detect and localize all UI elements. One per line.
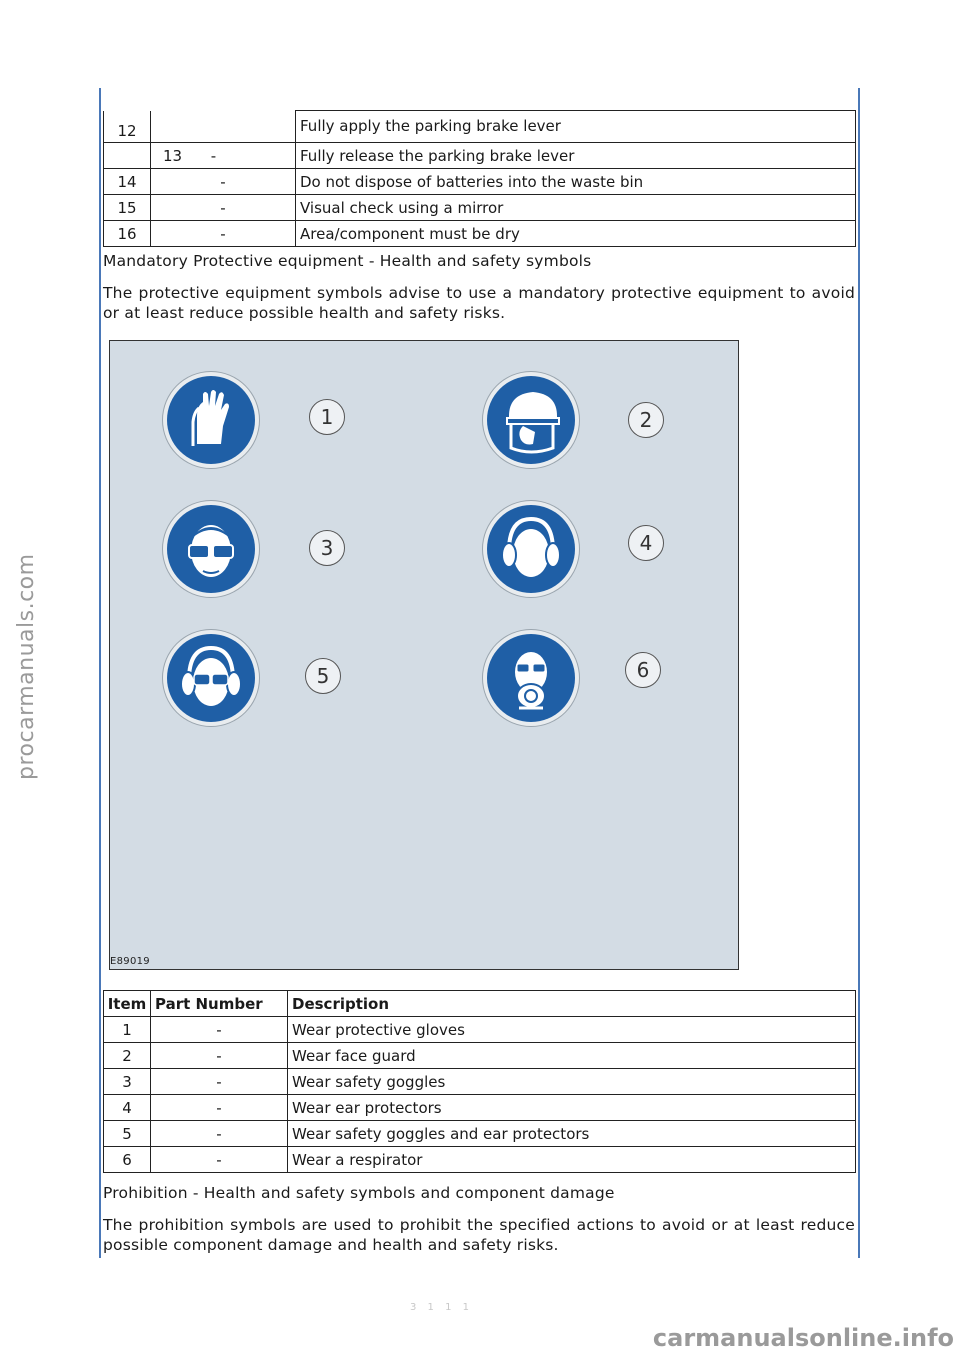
description-cell: Wear safety goggles and ear protectors [288,1121,856,1147]
table-row [104,1095,856,1121]
table-row [104,1043,856,1069]
part-cell: - [151,1147,288,1173]
description-cell: Fully apply the parking brake lever [296,111,856,143]
description-cell: Wear safety goggles [288,1069,856,1095]
part-cell: - [151,169,296,195]
part-cell: - [151,195,296,221]
callout-4: 4 [628,525,664,561]
figure-code: E89019 [110,956,150,967]
table-row [104,1017,856,1043]
callout-5: 5 [305,658,341,694]
section-heading-mandatory: Mandatory Protective equipment - Health and safety symbols [103,252,592,270]
item-cell: 3 [104,1069,151,1095]
part-cell: - [151,1121,288,1147]
header-part-number: Part Number [151,991,288,1017]
right-margin-rule [858,88,860,1258]
description-cell: Wear face guard [288,1043,856,1069]
header-item: Item [104,991,151,1017]
item-cell: 6 [104,1147,151,1173]
callout-1: 1 [309,399,345,435]
page-number: 3 1 1 1 [410,1302,473,1313]
part-cell: - [151,1017,288,1043]
part-cell [151,111,296,143]
table-row [104,143,856,169]
callout-2: 2 [628,402,664,438]
goggles-and-ear-protectors-icon [167,634,255,722]
item-cell: 15 [104,195,151,221]
gloves-icon [167,376,255,464]
part-cell: - [151,1069,288,1095]
item-cell: 5 [104,1121,151,1147]
ear-protectors-icon [487,505,575,593]
part-cell: - [151,1095,288,1121]
item-cell: 16 [104,221,151,247]
part-cell: - [151,1043,288,1069]
safety-goggles-icon [167,505,255,593]
callout-6: 6 [625,652,661,688]
section-body-prohibition: The prohibition symbols are used to prohibit the specified actions to avoid or at least reduce possible component damage and health and safety risks. [103,1216,855,1254]
table-row [104,1147,856,1173]
item-cell: 1 [104,1017,151,1043]
table-row [104,111,856,143]
item-cell: 14 [104,169,151,195]
description-cell: Visual check using a mirror [296,195,856,221]
part-cell: 13 - [151,143,296,169]
section-body-mandatory: The protective equipment symbols advise to use a mandatory protective equipment to avoid or at least reduce possible health and safety risks. [103,284,855,322]
description-cell: Area/component must be dry [296,221,856,247]
callout-3: 3 [309,530,345,566]
table-row [104,169,856,195]
item-cell: 2 [104,1043,151,1069]
table-row [104,221,856,247]
respirator-icon [487,634,575,722]
description-cell: Wear ear protectors [288,1095,856,1121]
item-cell: 4 [104,1095,151,1121]
item-cell: 12 [104,111,151,143]
table-row [104,195,856,221]
mandatory-symbols-table [103,990,856,1173]
description-cell: Wear protective gloves [288,1017,856,1043]
face-guard-icon [487,376,575,464]
description-cell: Fully release the parking brake lever [296,143,856,169]
left-margin-rule [99,88,101,1258]
table-row [104,1069,856,1095]
symbols-table-top [103,110,856,247]
description-cell: Do not dispose of batteries into the waste bin [296,169,856,195]
section-heading-prohibition: Prohibition - Health and safety symbols and component damage [103,1184,615,1202]
table-header-row [104,991,856,1017]
watermark-procarmanuals: procarmanuals.com [14,553,39,780]
part-cell: - [151,221,296,247]
item-cell [104,143,151,169]
table-row [104,1121,856,1147]
description-cell: Wear a respirator [288,1147,856,1173]
header-description: Description [288,991,856,1017]
watermark-carmanualsonline: carmanualsonline.info [652,1324,954,1352]
